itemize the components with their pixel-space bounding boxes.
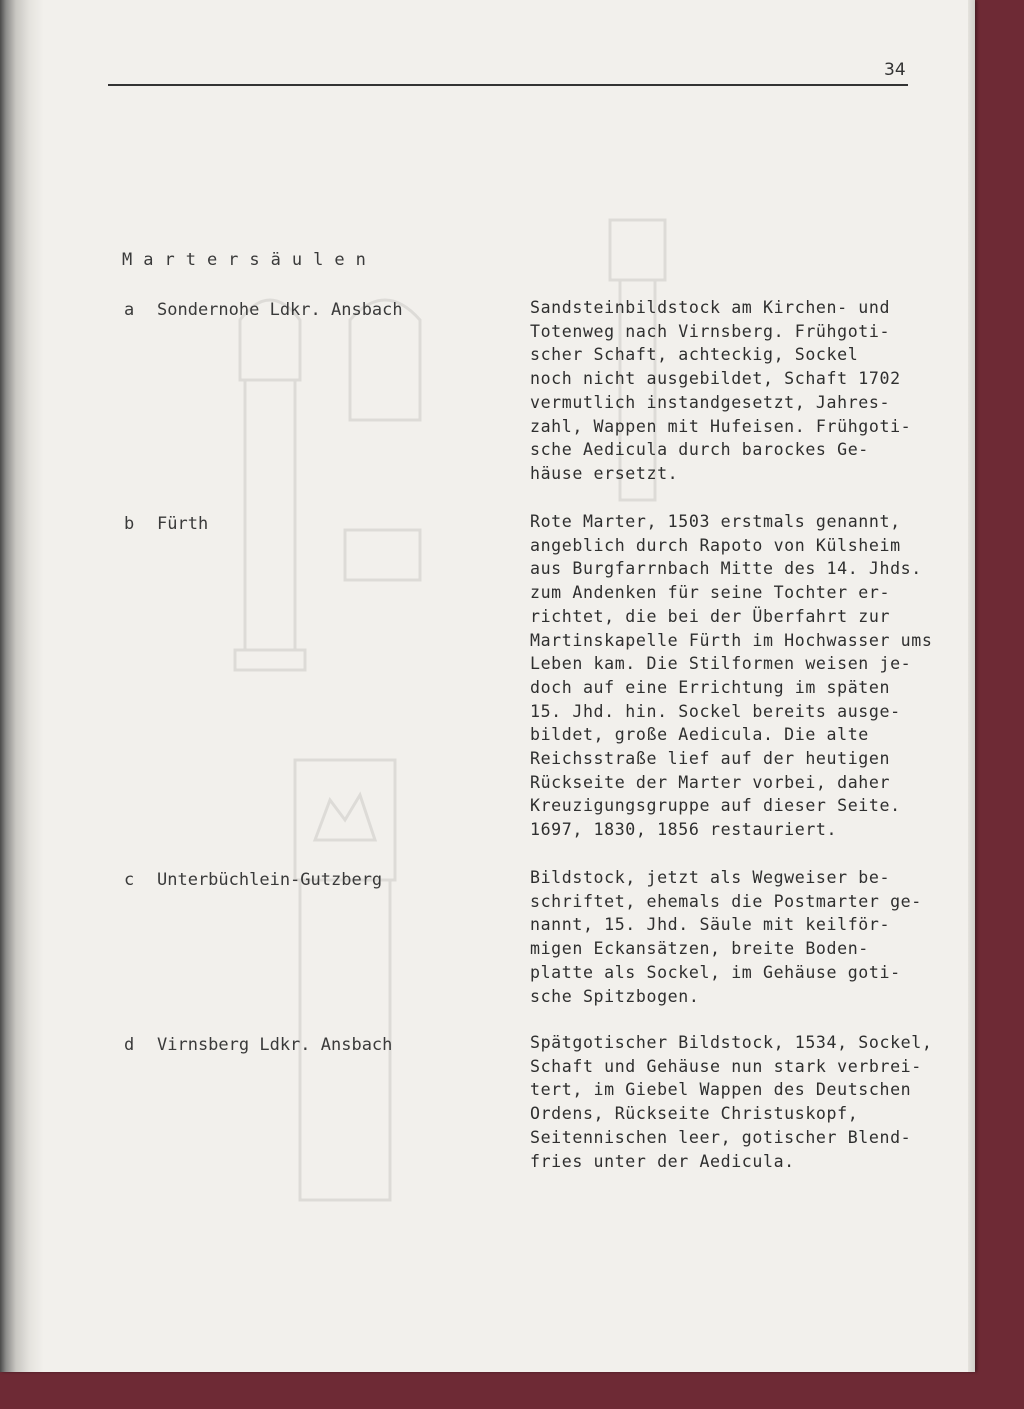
- text-line: Schaft und Gehäuse nun stark verbrei-: [530, 1056, 922, 1076]
- entry-letter: a: [124, 300, 135, 320]
- entry-description: [530, 296, 960, 486]
- text-line: Bildstock, jetzt als Wegweiser be-: [530, 868, 891, 887]
- text-line: Seitennischen leer, gotischer Blend-: [530, 1127, 912, 1147]
- text-line: Spätgotischer Bildstock, 1534, Sockel,: [530, 1033, 933, 1052]
- entry-letter: d: [124, 1035, 135, 1055]
- text-line: doch auf eine Errichtung im späten: [530, 677, 891, 697]
- entry-place: Sondernohe Ldkr. Ansbach: [157, 300, 403, 320]
- entry-place: Unterbüchlein-Gutzberg: [157, 870, 383, 890]
- text-line: Ordens, Rückseite Christuskopf,: [530, 1104, 859, 1124]
- show-through-drawing: [220, 220, 540, 1220]
- text-line: schriftet, ehemals die Postmarter ge-: [530, 891, 922, 911]
- entry-description: [530, 1031, 960, 1173]
- page-number: 34: [884, 60, 906, 80]
- text-line: Kreuzigungsgruppe auf dieser Seite.: [530, 796, 901, 816]
- section-heading: Martersäulen: [122, 250, 377, 270]
- text-line: sche Aedicula durch barockes Ge-: [530, 440, 869, 460]
- text-line: Rote Marter, 1503 erstmals genannt,: [530, 512, 901, 531]
- text-line: nannt, 15. Jhd. Säule mit keilför-: [530, 915, 891, 935]
- text-line: Leben kam. Die Stilformen weisen je-: [530, 654, 912, 674]
- text-line: tert, im Giebel Wappen des Deutschen: [530, 1080, 912, 1100]
- text-line: häuse ersetzt.: [530, 463, 679, 483]
- text-line: richtet, die bei der Überfahrt zur: [530, 606, 891, 626]
- entry-place: Virnsberg Ldkr. Ansbach: [157, 1035, 393, 1055]
- book-spine-shadow: [0, 0, 44, 1372]
- header-rule: [108, 84, 908, 86]
- text-line: migen Eckansätzen, breite Boden-: [530, 939, 869, 959]
- text-line: fries unter der Aedicula.: [530, 1151, 795, 1171]
- text-line: Sandsteinbildstock am Kirchen- und: [530, 298, 891, 317]
- text-line: angeblich durch Rapoto von Külsheim: [530, 535, 901, 555]
- entry-letter: b: [124, 514, 135, 534]
- text-line: sche Spitzbogen.: [530, 986, 700, 1006]
- text-line: zahl, Wappen mit Hufeisen. Frühgoti-: [530, 416, 912, 436]
- page-edge: [968, 0, 975, 1372]
- text-line: Reichsstraße lief auf der heutigen: [530, 749, 891, 769]
- text-line: Totenweg nach Virnsberg. Frühgoti-: [530, 321, 891, 341]
- entry-description: [530, 866, 960, 1008]
- entry-place: Fürth: [157, 514, 209, 534]
- entry-description: [530, 510, 960, 842]
- text-line: zum Andenken für seine Tochter er-: [530, 583, 891, 603]
- text-line: Martinskapelle Fürth im Hochwasser ums: [530, 630, 933, 650]
- text-line: platte als Sockel, im Gehäuse goti-: [530, 962, 901, 982]
- text-line: Rückseite der Marter vorbei, daher: [530, 772, 891, 792]
- text-line: bildet, große Aedicula. Die alte: [530, 725, 869, 745]
- text-line: scher Schaft, achteckig, Sockel: [530, 345, 859, 365]
- text-line: noch nicht ausgebildet, Schaft 1702: [530, 369, 901, 389]
- entry-letter: c: [124, 870, 135, 890]
- text-line: vermutlich instandgesetzt, Jahres-: [530, 392, 891, 412]
- text-line: 1697, 1830, 1856 restauriert.: [530, 820, 838, 840]
- text-line: aus Burgfarrnbach Mitte des 14. Jhds.: [530, 559, 922, 579]
- text-line: 15. Jhd. hin. Sockel bereits ausge-: [530, 701, 901, 721]
